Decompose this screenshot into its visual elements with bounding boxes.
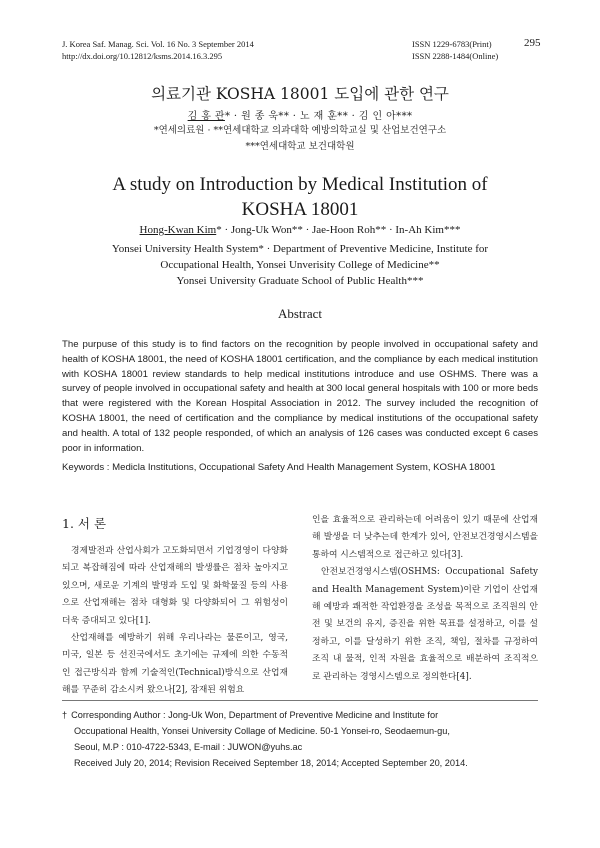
corresponding-author-line-1 <box>62 707 538 723</box>
abstract-heading: Abstract <box>277 306 323 321</box>
body-column-right <box>312 512 538 686</box>
english-first-author: Hong-Kwan Kim <box>139 224 217 236</box>
english-title-line-2: KOSHA 18001 <box>241 199 359 220</box>
intro-paragraph-1: 경제발전과 산업사회가 고도화되면서 기업경영이 다양화되고 복잡해짐에 따라 산업재해의 발생률은 점차 높아지고 있으며, 새로운 기계의 발명과 도입 및 화학물질 등의 사용으로 산업재해는 점차 대형화 및 다양화되어 그 위험성이 더욱 증대되고 있다[1]. <box>62 546 288 626</box>
english-coauthors: * · Jong-Uk Won** · Jae-Hoon Roh** · In-Ah Kim*** <box>216 224 461 236</box>
korean-title: 의료기관 KOSHA 18001 도입에 관한 연구 <box>151 85 449 103</box>
english-affiliation-line-1: Yonsei University Health System* · Department of Preventive Medicine, Institute for <box>111 243 489 255</box>
received-dates: Received July 20, 2014; Revision Received September 18, 2014; Accepted September 20, 2014. <box>74 758 468 768</box>
english-affiliation-line-2: Occupational Health, Yonsei Unverisity College of Medicine** <box>160 259 440 271</box>
issn-print: ISSN 1229-6783(Print) <box>412 39 492 49</box>
intro-paragraph-3: 인을 효율적으로 관리하는데 어려움이 있기 때문에 산업재해 발생을 더 낮추는데 한계가 있어, 안전보건경영시스템을 통하여 시스템적으로 접근하고 있다[3]. <box>312 515 538 560</box>
english-authors <box>40 224 560 236</box>
korean-affiliation-1: *연세의료원 · **연세대학교 의과대학 예방의학교실 및 산업보건연구소 <box>153 125 447 136</box>
keywords: Keywords : Medicla Institutions, Occupational Safety And Health Management System, KOSHA 18001 <box>62 462 496 473</box>
corresponding-author-text-1: Corresponding Author : Jong-Uk Won, Department of Preventive Medicine and Institute for <box>71 710 439 720</box>
body-column-left <box>62 543 288 700</box>
corresponding-author-line-3: Seoul, M.P : 010-4722-5343, E-mail : JUWON@yuhs.ac <box>74 742 303 752</box>
footnote <box>62 707 538 771</box>
english-affiliations <box>40 241 560 289</box>
korean-affiliation-2: ***연세대학교 보건대학원 <box>245 141 355 152</box>
issn-online: ISSN 2288-1484(Online) <box>412 51 499 61</box>
running-header-left <box>62 38 254 62</box>
intro-paragraph-2: 산업재해를 예방하기 위해 우리나라는 물론이고, 영국, 미국, 일본 등 선진국에서도 초기에는 규제에 의한 수동적인 접근방식과 함께 기술적인(Technical)방식으로 산업재해를 꾸준히 감소시켜 왔으나[2], 잠재된 위험요 <box>62 633 288 696</box>
dagger-icon: † <box>62 710 68 720</box>
english-title <box>40 172 560 222</box>
page-number: 295 <box>524 37 541 49</box>
english-affiliation-line-3: Yonsei University Graduate School of Public Health*** <box>176 275 424 287</box>
section-heading-introduction: 1. 서 론 <box>62 516 107 531</box>
footnote-divider <box>62 700 538 701</box>
intro-paragraph-4: 안전보건경영시스템(OSHMS: Occupational Safety and Health Management System)이란 기업이 산업재해 예방과 쾌적한 작업환경을 조성을 목적으로 조직원의 안전 및 보건의 유지, 증진을 위한 목표를 설정하고, 이를 설정하고, 이를 달성하기 위한 조직, 책임, 절차를 규정하여 조직 내 물적, 인적 자원을 효율적으로 배분하여 조직적으로 관리하는 경영시스템으로 정의한다[4]. <box>312 567 538 682</box>
doi-link[interactable]: http://dx.doi.org/10.12812/ksms.2014.16.3.295 <box>62 51 223 61</box>
running-header-right <box>412 38 498 62</box>
corresponding-author-line-2: Occupational Health, Yonsei University Collage of Medicine. 50-1 Yonsei-ro, Seodaemun-gu, <box>74 726 450 736</box>
korean-coauthors: * · 원 종 욱** · 노 재 훈** · 김 인 아*** <box>224 111 413 122</box>
korean-authors <box>40 107 560 122</box>
abstract-body: The purpuse of this study is to find factors on the recognition by people involved in occupational safety and health of KOSHA 18001, the need of KOSHA 18001 certification, and the compliance by each medical institution with KOSHA 18001 review standards to help medical institutions introduce and use OSHMS. There was a survey of people involved in occupational safety and health at 300 local general hospitals with 100 or more beds that were registered with the Korean Hospital Association in 2012. The survey included the recognition of KOSHA 18001, the need of certification and the compliance by medical institutions of the occupational safety and health. A total of 132 people responded, of which an analysis of 126 cases was conducted except 6 cases poor in information. <box>62 339 538 454</box>
english-title-line-1: A study on Introduction by Medical Institution of <box>112 174 488 195</box>
journal-citation: J. Korea Saf. Manag. Sci. Vol. 16 No. 3 September 2014 <box>62 39 254 49</box>
korean-first-author: 김 홍 관 <box>187 111 225 122</box>
